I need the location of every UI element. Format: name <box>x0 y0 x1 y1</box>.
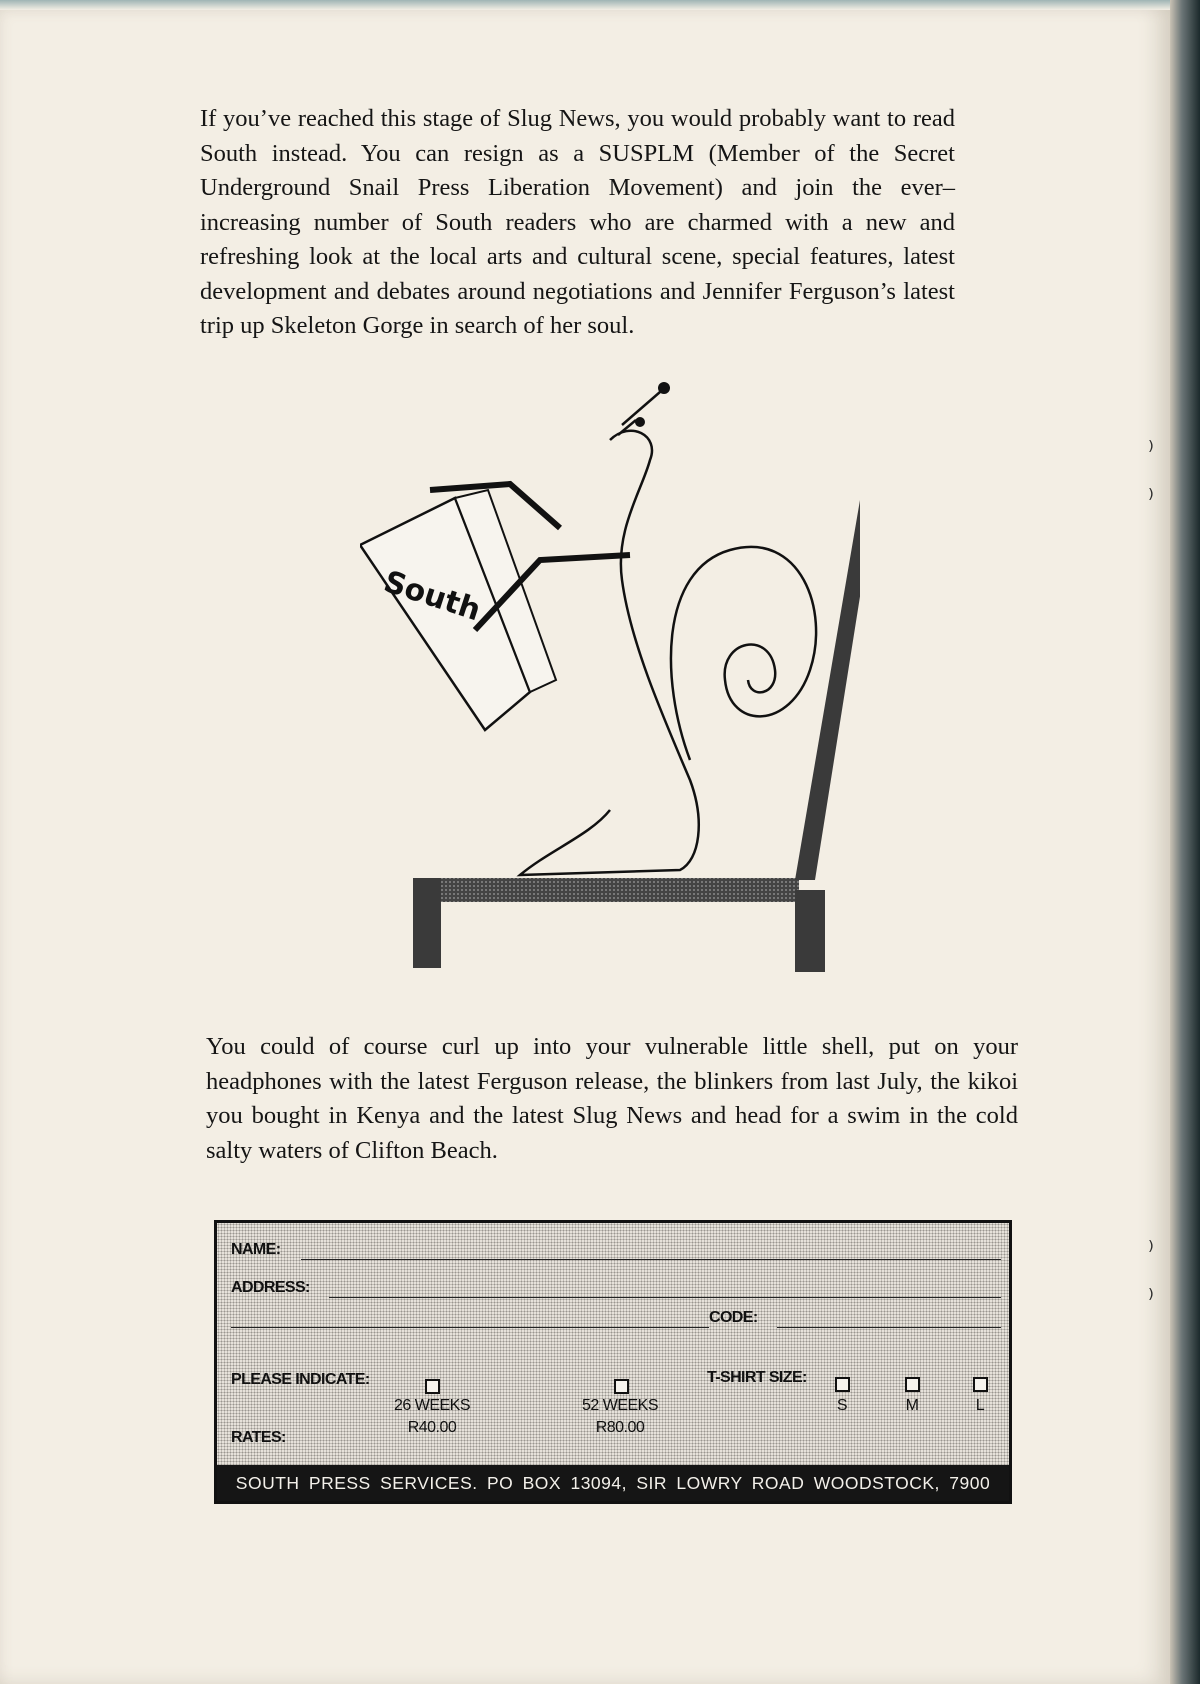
tshirt-size-label: T-SHIRT SIZE: <box>707 1369 807 1386</box>
rate-52-weeks-checkbox[interactable] <box>614 1379 629 1394</box>
rate-52-weeks-label: 52 WEEKS <box>581 1397 659 1414</box>
intro-paragraph: If you’ve reached this stage of Slug News, you would probably want to read South instead. You can resign as a SUSPLM (Member of the Secret Underground Snail Press Liberation Movement) and join the ever–increasing number of South readers who are charmed with a new and refreshing look at the local arts and cultural scene, special features, latest development and debates around negotiations and Jennifer Ferguson’s latest trip up Skeleton Gorge in search of her soul. <box>200 105 955 339</box>
address-field-line-2[interactable] <box>231 1327 709 1328</box>
page-shadow-edge <box>1170 0 1200 1684</box>
snail-illustration <box>360 380 860 1000</box>
tshirt-size-s-checkbox[interactable] <box>835 1377 850 1392</box>
rate-52-weeks-price: R80.00 <box>595 1419 645 1436</box>
page-top-edge <box>0 0 1170 10</box>
tshirt-size-s-label: S <box>836 1397 848 1414</box>
subscription-form <box>214 1220 1012 1504</box>
name-field[interactable] <box>301 1259 1001 1260</box>
document-page: If you’ve reached this stage of Slug News, you would probably want to read South instead. You can resign as a SUSPLM (Member of the Secret Underground Snail Press Liberation Movement) and join the ever–increasing number of South readers who are charmed with a new and refreshing look at the local arts and cultural scene, special features, latest development and debates around negotiations and Jennifer Ferguson’s latest trip up Skeleton Gorge in search of her soul. South You could of course curl up into your vulnerable little shell, put on your headphones with the latest Ferguson release, the blinkers from last July, the kikoi you bought in Kenya and the latest Slug News and head for a swim in the cold salty waters of Clifton Beach. NAME: ADDRESS: CODE: PLEASE INDICATE: RATES: 26 WEEKS R40.00 52 WEEKS R80.00 T-SHIRT SIZE: S M L SOUTH PRESS SERVICES. PO BOX 13094, SIR LOWRY ROAD WOODSTOCK, 7900 ⁾ ⁾ ⁾ ⁾ <box>0 0 1170 1684</box>
tshirt-size-l-checkbox[interactable] <box>973 1377 988 1392</box>
rates-label: RATES: <box>231 1429 286 1446</box>
address-field[interactable] <box>329 1297 1001 1298</box>
code-field[interactable] <box>777 1327 1001 1328</box>
rate-26-weeks-price: R40.00 <box>407 1419 457 1436</box>
newspaper-masthead: South <box>379 564 485 629</box>
rate-26-weeks-checkbox[interactable] <box>425 1379 440 1394</box>
rate-26-weeks-label: 26 WEEKS <box>393 1397 471 1414</box>
tshirt-size-m-label: M <box>905 1397 919 1414</box>
address-label: ADDRESS: <box>231 1279 310 1296</box>
tshirt-size-m-checkbox[interactable] <box>905 1377 920 1392</box>
name-label: NAME: <box>231 1241 281 1258</box>
address-footer: SOUTH PRESS SERVICES. PO BOX 13094, SIR LOWRY ROAD WOODSTOCK, 7900 <box>217 1465 1009 1501</box>
tshirt-size-l-label: L <box>975 1397 985 1414</box>
code-label: CODE: <box>709 1309 758 1326</box>
closing-paragraph: You could of course curl up into your vulnerable little shell, put on your headphones with the latest Ferguson release, the blinkers from last July, the kikoi you bought in Kenya and the latest Slug News and head for a swim in the cold salty waters of Clifton Beach. <box>206 1033 1018 1164</box>
please-indicate-label: PLEASE INDICATE: <box>231 1371 370 1388</box>
